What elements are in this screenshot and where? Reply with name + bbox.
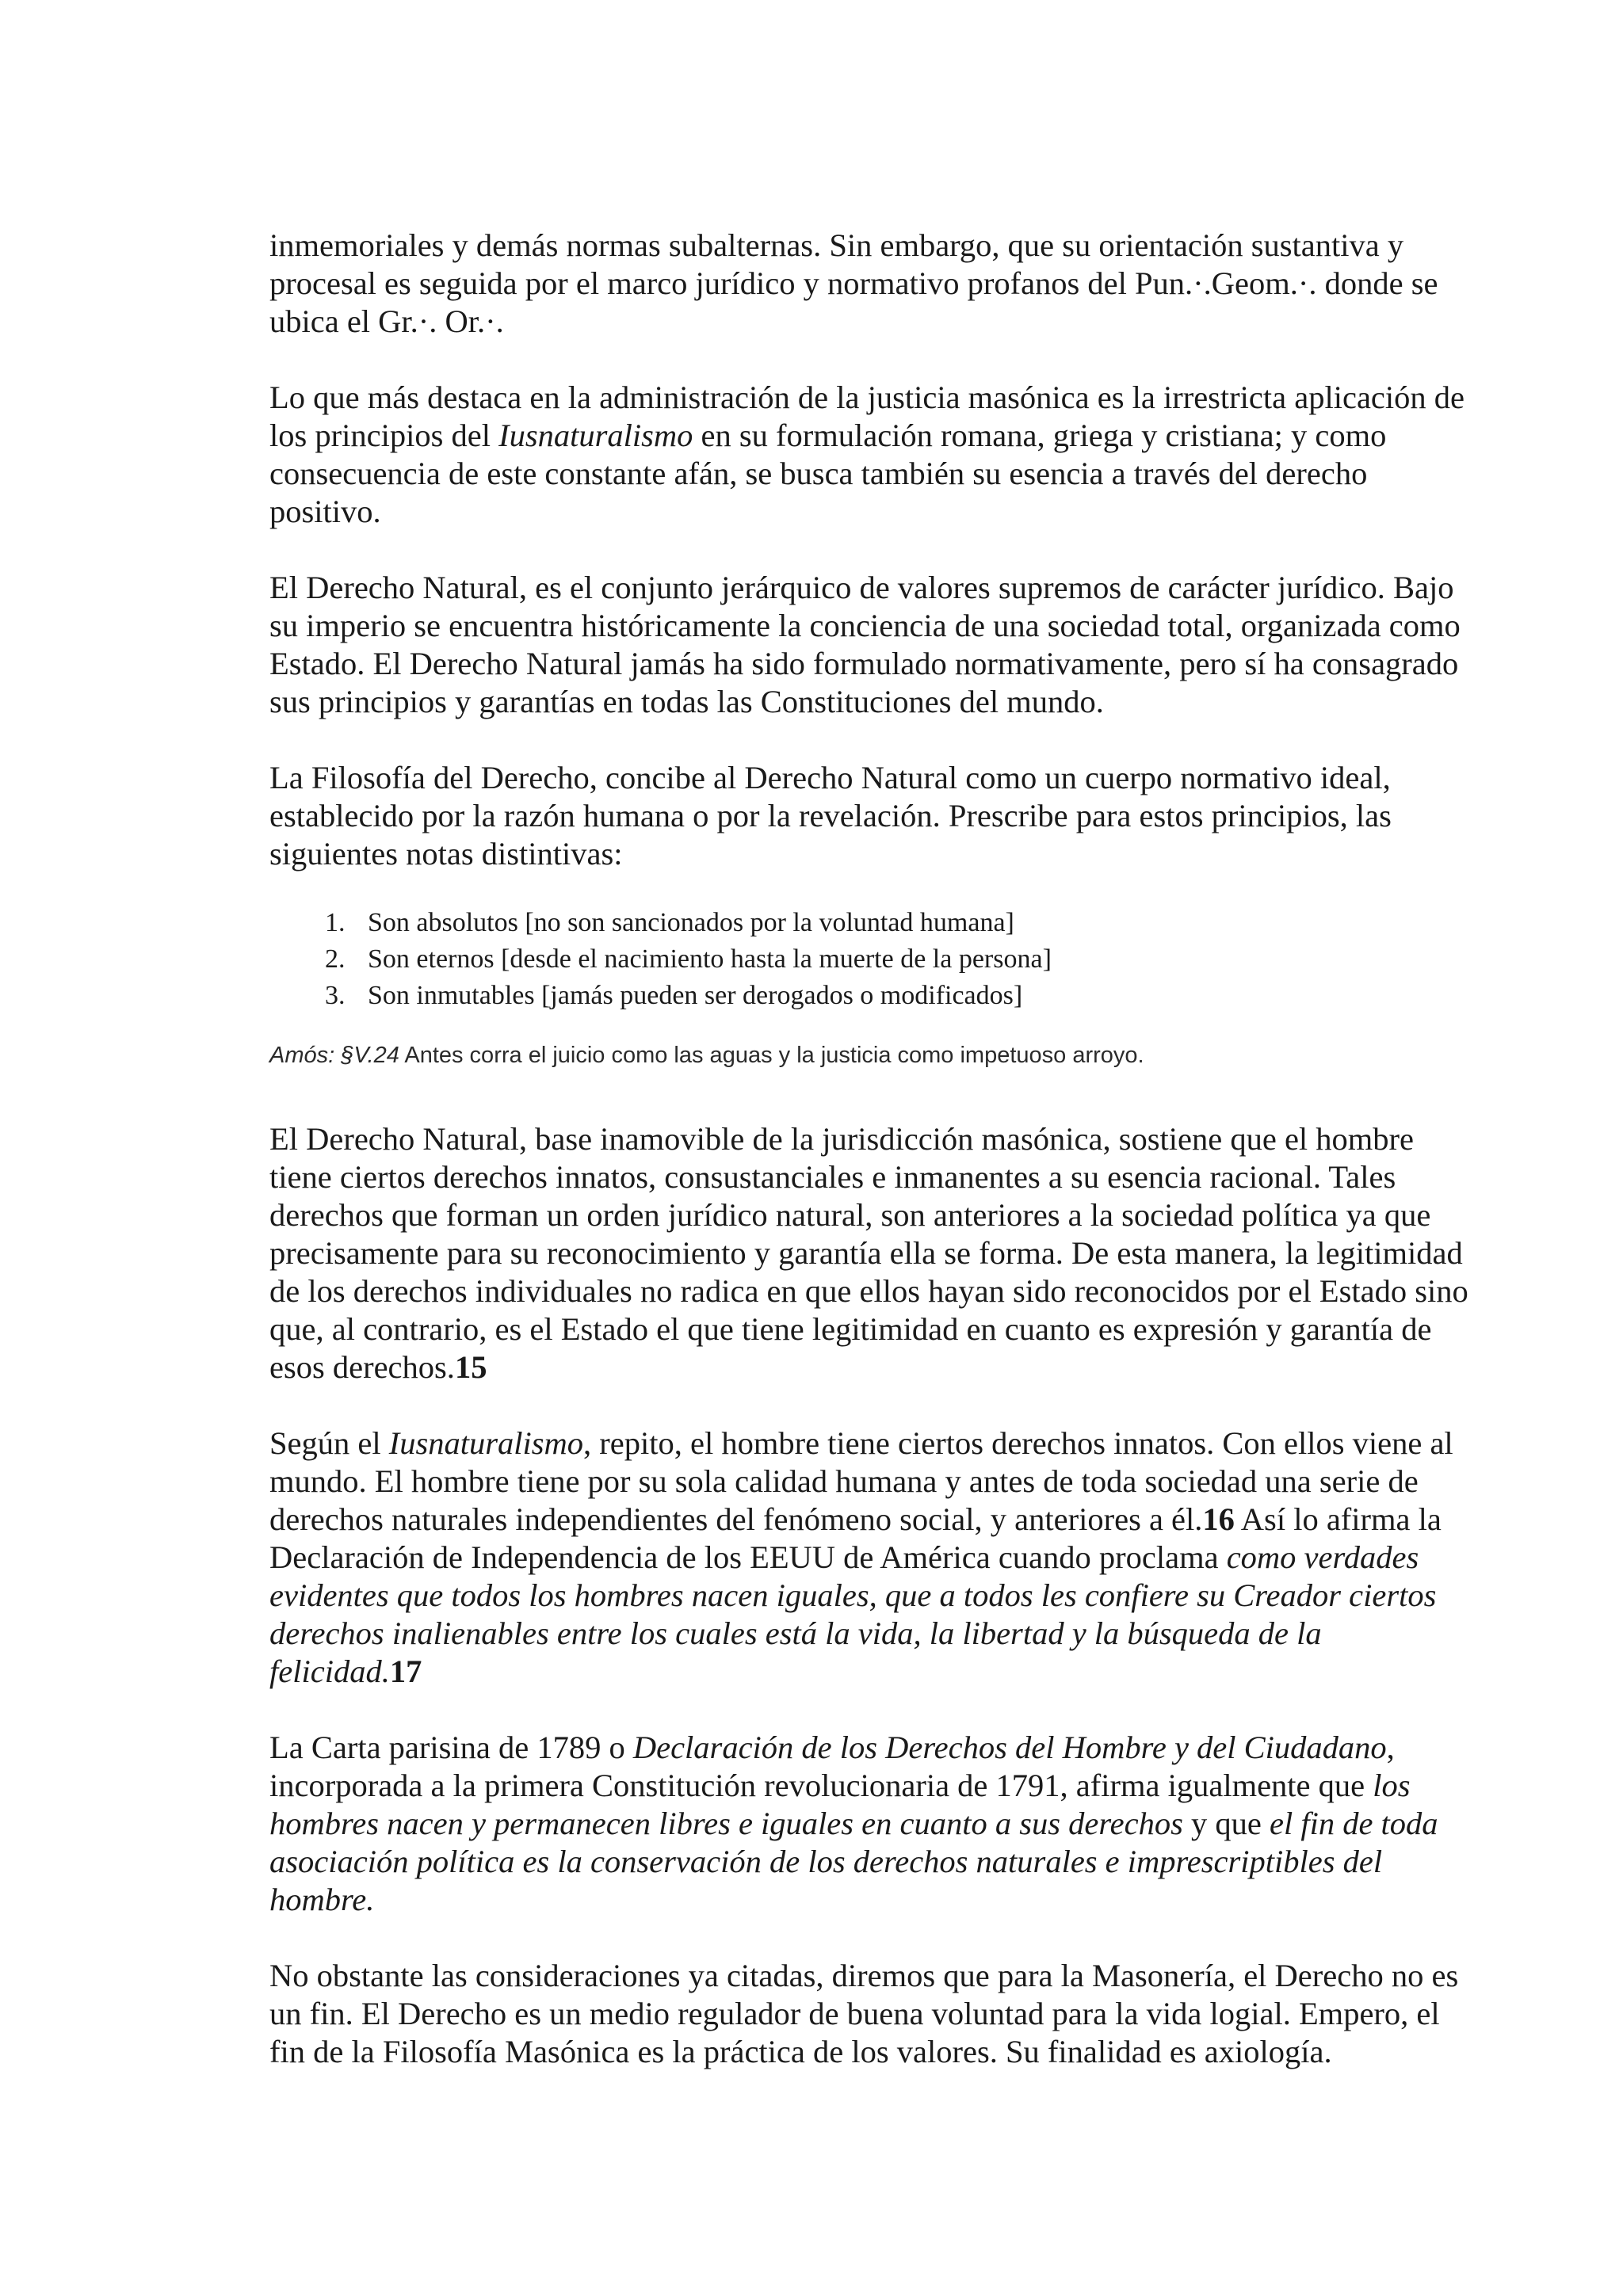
bible-quote	[269, 1036, 1482, 1074]
text-run: en su formulación romana, griega y cristiana; y como consecuencia de este constante afán, se busca también su esencia a través del derecho positivo.	[269, 418, 1387, 529]
list-text: Son inmutables [jamás pueden ser derogados o modificados]	[368, 981, 1023, 1010]
text-run: Así lo afirma la Declaración de Independencia de los EEUU de América cuando proclama	[269, 1501, 1442, 1575]
text-run: El Derecho Natural, base inamovible de la jurisdicción masónica, sostiene que el hombre tiene ciertos derechos innatos, consustanciales e inmanentes a su esencia racional. Tales derechos que forman un orden jurídico natural, son anteriores a la sociedad política ya que precisamente para su reconocimiento y garantía ella se forma. De esta manera, la legitimidad de los derechos individuales no radica en que ellos hayan sido reconocidos por el Estado sino que, al contrario, es el Estado el que tiene legitimidad en cuanto es expresión y garantía de esos derechos.	[269, 1121, 1468, 1385]
quote-text: Antes corra el juicio como las aguas y la justicia como impetuoso arroyo.	[399, 1043, 1144, 1068]
list-item	[269, 905, 1482, 941]
footnote-ref: 17	[389, 1653, 422, 1689]
list-number: 1.	[325, 908, 346, 937]
quote-reference: Amós: §V.24	[269, 1043, 399, 1068]
list-text: Son absolutos [no son sancionados por la voluntad humana]	[368, 908, 1014, 937]
text-run: El Derecho Natural, es el conjunto jerárquico de valores supremos de carácter jurídico. Bajo su imperio se encuentra históricamente la conciencia de una sociedad total, organizada como Estado. El Derecho Natural jamás ha sido formulado normativamente, pero sí ha consagrado sus principios y garantías en todas las Constituciones del mundo.	[269, 570, 1461, 719]
paragraph-7	[269, 1729, 1482, 1919]
footnote-ref: 16	[1202, 1501, 1235, 1537]
text-run: y que	[1182, 1806, 1270, 1841]
paragraph-6	[269, 1425, 1482, 1691]
italic-quote: el fin de toda asociación política es la conservación de los derechos naturales e imprescriptibles del hombre.	[269, 1806, 1438, 1917]
paragraph-2	[269, 379, 1482, 531]
text-run: La Carta parisina de 1789 o	[269, 1730, 633, 1765]
italic-title: Declaración de los Derechos del Hombre y del Ciudadano	[632, 1730, 1387, 1765]
paragraph-4	[269, 759, 1482, 873]
text-run: No obstante las consideraciones ya citadas, diremos que para la Masonería, el Derecho no es un fin. El Derecho es un medio regulador de buena voluntad para la vida logial. Empero, el fin de la Filosofía Masónica es la práctica de los valores. Su finalidad es axiología.	[269, 1958, 1459, 2069]
italic-term: Iusnaturalismo	[388, 1425, 584, 1461]
text-run: inmemoriales y demás normas subalternas. Sin embargo, que su orientación sustantiva y procesal es seguida por el marco jurídico y normativo profanos del Pun.·.Geom.·. donde se ubica el Gr.·. Or.·.	[269, 227, 1438, 339]
italic-quote: los hombres nacen y permanecen libres e iguales en cuanto a sus derechos	[269, 1768, 1411, 1841]
list-text: Son eternos [desde el nacimiento hasta la muerte de la persona]	[368, 944, 1052, 974]
paragraph-8	[269, 1957, 1482, 2071]
paragraph-5	[269, 1120, 1482, 1386]
footnote-ref: 15	[454, 1349, 487, 1385]
document-page	[269, 227, 1482, 2109]
list-item	[269, 978, 1482, 1014]
numbered-list	[269, 905, 1482, 1014]
list-item	[269, 941, 1482, 978]
text-run: La Filosofía del Derecho, concibe al Derecho Natural como un cuerpo normativo ideal, establecido por la razón humana o por la revelación. Prescribe para estos principios, las siguientes notas distintivas:	[269, 760, 1392, 871]
text-run: , repito, el hombre tiene ciertos derechos innatos. Con ellos viene al mundo. El hombre tiene por su sola calidad humana y antes de toda sociedad una serie de derechos naturales independientes del fenómeno social, y anteriores a él.	[269, 1425, 1453, 1537]
paragraph-3	[269, 569, 1482, 721]
text-run: , incorporada a la primera Constitución revolucionaria de 1791, afirma igualmente que	[269, 1730, 1395, 1803]
italic-term: Iusnaturalismo	[498, 418, 693, 453]
paragraph-1	[269, 227, 1482, 341]
text-run: Lo que más destaca en la administración de la justicia masónica es la irrestricta aplicación de los principios del	[269, 379, 1465, 453]
italic-quote: como verdades evidentes que todos los hombres nacen iguales, que a todos les confiere su Creador ciertos derechos inalienables entre los cuales está la vida, la libertad y la búsqueda de la felicidad.	[269, 1539, 1437, 1689]
list-number: 2.	[325, 944, 346, 974]
list-number: 3.	[325, 981, 346, 1010]
text-run: Según el	[269, 1425, 389, 1461]
